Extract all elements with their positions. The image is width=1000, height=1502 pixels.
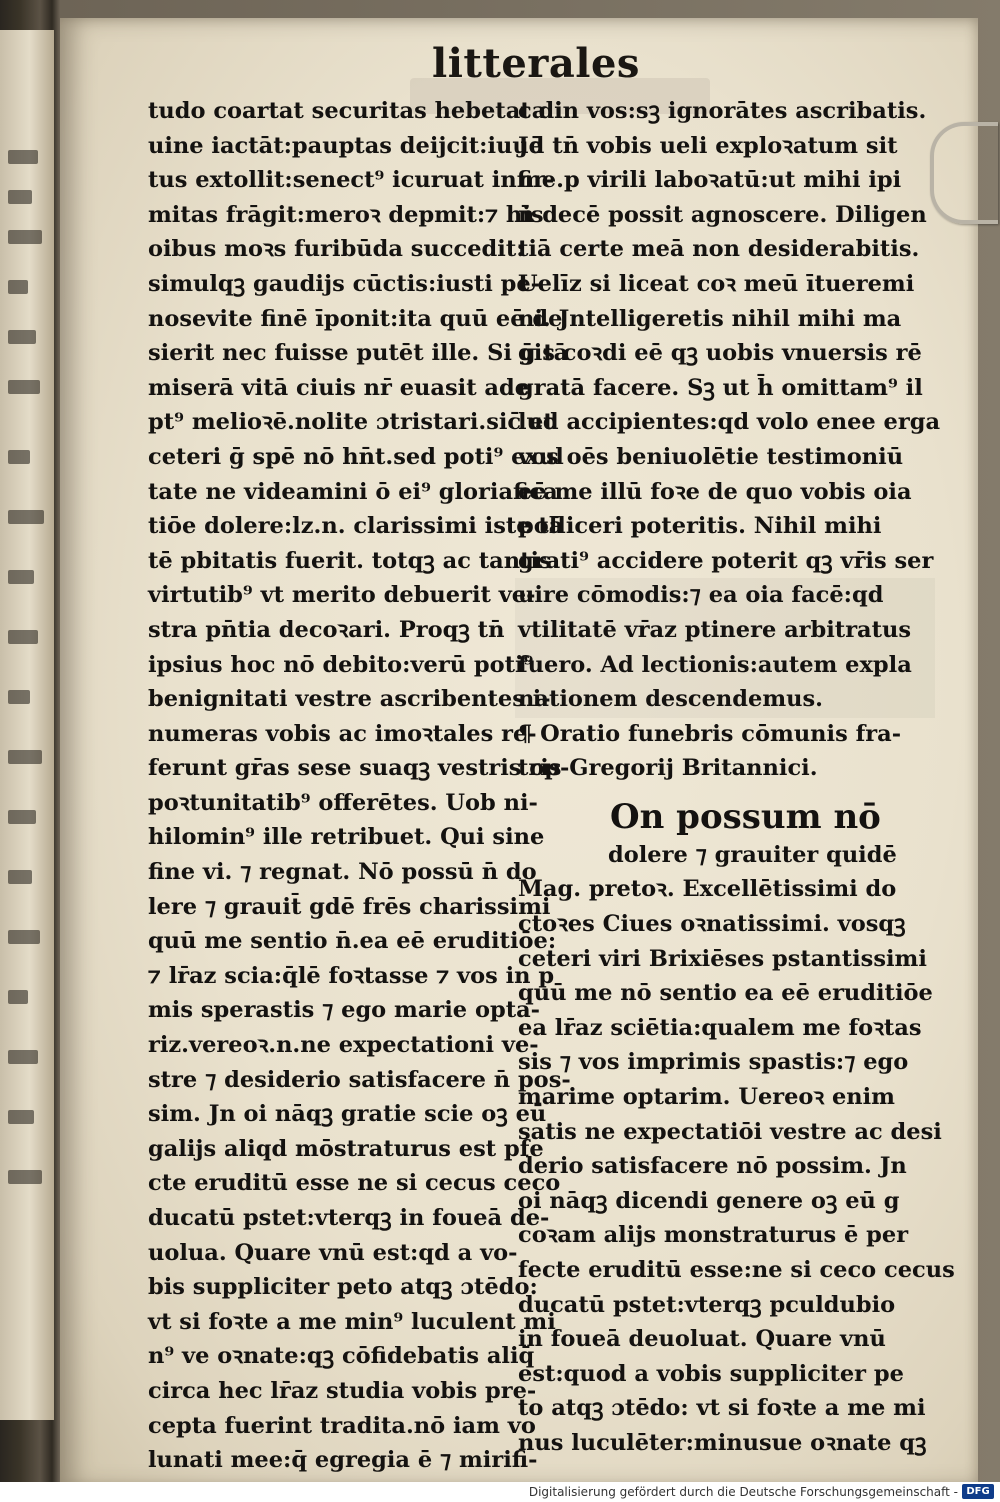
text-line: ferunt gr̄as sese suaqꝫ vestris op- [148,755,570,782]
text-line: numeras vobis ac imoꝛtales re- [148,720,537,747]
text-line: sierit nec fuisse putēt ille. Si ḡ tā [148,340,569,367]
text-line: simulqꝫ gaudijs cūctis:iusti pe- [148,270,540,297]
text-line: gratā facere. Sꝫ ut h̄ omittam⁹ il [518,374,923,401]
text-line: fuero. Ad lectionis:autem expla [518,651,912,678]
text-line: galijs aliqd mōstraturus est pfe [148,1135,544,1162]
text-line: ducatū pstet:vterqꝫ pculdubio [518,1291,896,1318]
text-line: polliceri poteritis. Nihil mihi [518,513,882,540]
text-line: lunati mee:q̄ egregia ē ⁊ mirifi- [148,1447,538,1474]
text-line: ea lr̄az sciētia:qualem me foꝛtas [518,1014,922,1041]
dfg-logo: DFG [962,1484,994,1499]
text-line: tudo coartat securitas hebetat di [148,98,563,124]
text-line: oibus moꝛs furibūda succedit: [148,236,525,263]
text-line: sim. Jn oi nāqꝫ gratie scie oꝫ eū [148,1101,547,1128]
text-line: est:quod a vobis suppliciter pe [518,1360,904,1387]
right-column-top-block [518,94,941,786]
text-line: bis suppliciter peto atqꝫ ɔtēdo: [148,1274,538,1301]
text-line: riz.vereoꝛ.n.ne expectationi ve- [148,1032,539,1059]
previous-page-edge [0,30,54,1420]
text-line: uine iactāt:pauptas deijcit:iuuē [148,132,544,159]
text-line: grati⁹ accidere poterit qꝫ vr̄is ser [518,547,934,574]
text-line: uolua. Quare vnū est:qd a vo- [148,1239,518,1266]
text-line: ⁊ lr̄az scia:q̄lē foꝛtasse ⁊ vos in p [148,962,555,989]
text-line: satis ne expectatiōi vestre ac desi [518,1118,942,1145]
page-clip [930,122,998,224]
text-line: cte eruditū esse ne si cecus ceco [148,1170,561,1197]
text-line: mis sperastis ⁊ ego marie opta- [148,997,541,1024]
right-text-column [518,94,955,1461]
text-line: gis coꝛdi eē qꝫ uobis vnuersis rē [518,340,922,367]
text-line: nus luculēter:minusue oꝛnate qꝫ [518,1429,927,1456]
text-line: fine vi. ⁊ regnat. Nō possū n̄ do [148,859,537,886]
text-line: cepta fuerint tradita.nō iam vo [148,1412,536,1439]
text-line: stre ⁊ desiderio satisfacere n̄ pos- [148,1066,571,1093]
text-line: in foueā deuoluat. Quare vnū [518,1326,886,1353]
running-title: litterales [432,40,640,87]
text-line: ca in vos:sꝫ ignorātes ascribatis. [518,98,927,124]
text-line: ipsius hoc nō debito:verū poti⁹ [148,651,534,678]
text-line: benignitati vestre ascribentes i- [148,686,551,713]
text-line: miserā vitā ciuis nr̄ euasit ade [148,374,530,401]
text-line: to atqꝫ ɔtēdo: vt si foꝛte a me mi [518,1395,926,1422]
text-line: eē me illū foꝛe de quo vobis oia [518,478,912,505]
right-column-bottom-block [518,838,955,1461]
text-line: dolere ⁊ grauiter quidē [608,841,897,868]
section-heading: On possum nō [610,796,881,837]
text-line: me.p virili laboꝛatū:ut mihi ipi [518,167,902,194]
text-line: quū me sentio n̄.ea eē eruditiōe: [148,928,557,955]
footer-credit: Digitalisierung gefördert durch die Deutsche Forschungsgemeinschaft - [528,1485,958,1499]
text-line: ceteri ḡ spē nō hn̄t.sed poti⁹ exul [148,443,564,470]
text-line: ceteri viri Brixiēses pstantissimi [518,945,927,972]
text-line: ni. Jntelligeretis nihil mihi ma [518,305,902,332]
text-line: poꝛtunitatib⁹ offerētes. Uob ni- [148,789,538,816]
text-line: Jd tn̄ vobis ueli exploꝛatum sit [518,132,898,159]
text-line: nationem descendemus. [518,686,824,713]
text-line: mitas frāgit:meroꝛ depmit:⁊ his [148,201,544,228]
text-line: ¶ Oratio funebris cōmunis fra- [518,720,902,747]
text-line: oi nāqꝫ dicendi genere oꝫ eū g [518,1187,900,1214]
text-line: vos oēs beniuolētie testimoniū [518,443,904,470]
text-line: uire cōmodis:⁊ ea oia facē:qd [518,582,884,609]
text-line: nosevite finē īponit:ita quū eē de [148,305,563,332]
text-line: n̄ decē possit agnoscere. Diligen [518,201,927,228]
text-line: stra pn̄tia decoꝛari. Proqꝫ tn̄ [148,616,505,643]
text-line: tus extollit:senect⁹ icuruat infir- [148,167,555,194]
text-line: tē pbitatis fuerit. totqꝫ ac tantis [148,547,552,574]
text-line: fecte eruditū esse:ne si ceco cecus [518,1257,955,1283]
text-line: pt⁹ melioꝛē.nolite ɔtristari.sic̄ et [148,409,554,436]
text-line: Mag. pretoꝛ. Excellētissimi do [518,876,897,903]
text-line: Uelīz si liceat coꝛ meū ītueremi [518,270,915,297]
text-line: tiōe dolere:lz.n. clarissimi iste tā [148,513,564,540]
text-line: tiā certe meā non desiderabitis. [518,236,920,263]
text-line: coꝛam alijs monstraturus ē per [518,1222,909,1249]
text-line: ducatū pstet:vterqꝫ in foueā de- [148,1205,550,1231]
text-line: virtutib⁹ vt merito debuerit ve- [148,582,536,609]
text-line: ctoꝛes Ciues oꝛnatissimi. vosqꝫ [518,911,906,938]
text-line: lud accipientes:qd volo enee erga [518,409,941,436]
text-line: n⁹ ve oꝛnate:qꝫ cōfidebatis aliq̄ [148,1343,535,1370]
text-line: vtilitatē vr̄az ptinere arbitratus [518,616,912,643]
text-line: tate ne videamini ō ei⁹ gloriafica [148,478,558,505]
text-line: tris Gregorij Britannici. [518,755,818,782]
text-line: marime optarim. Uereoꝛ enim [518,1084,895,1111]
text-line: quū me nō sentio ea eē eruditiōe [518,980,933,1007]
text-line: lere ⁊ grauit̄ gdē frēs charissimi [148,893,551,920]
text-line: circa hec lr̄az studia vobis pre- [148,1377,537,1404]
text-line: hilomin⁹ ille retribuet. Qui sine [148,824,545,851]
text-line: sis ⁊ vos imprimis spastis:⁊ ego [518,1049,909,1076]
left-text-column [148,94,571,1478]
text-line: vt si foꝛte a me min⁹ luculent mi [148,1308,556,1335]
text-line: derio satisfacere nō possim. Jn [518,1153,907,1180]
